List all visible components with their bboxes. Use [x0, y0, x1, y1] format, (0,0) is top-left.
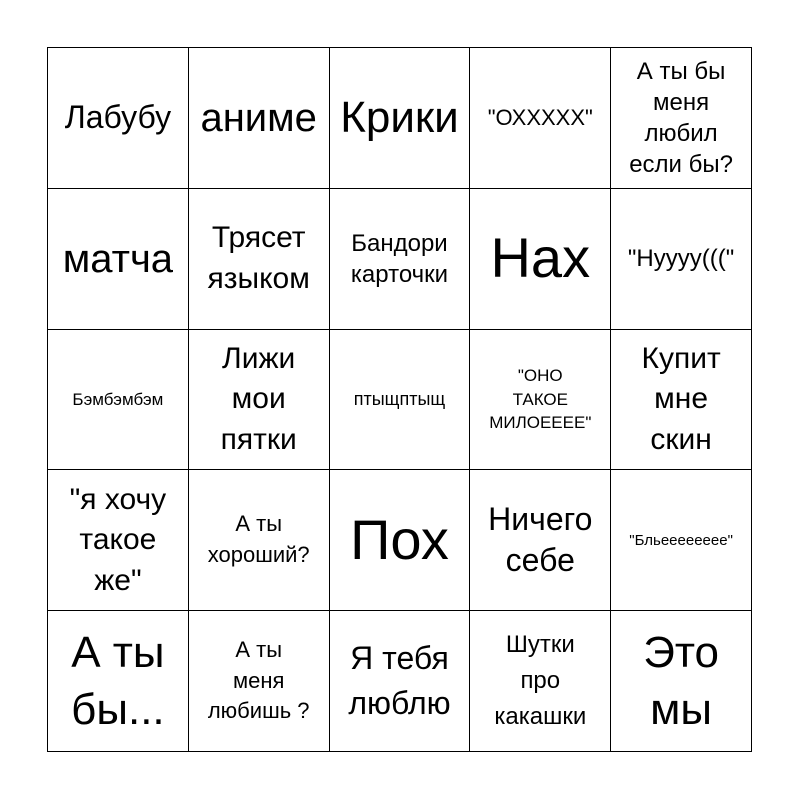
bingo-cell-text: Лижи мои пятки [220, 341, 297, 456]
bingo-cell-text: "ОХХХХХ" [487, 104, 593, 130]
bingo-cell[interactable] [48, 470, 189, 611]
bingo-cell-text: А ты бы меня любил если бы? [629, 57, 733, 179]
bingo-cell[interactable] [189, 611, 330, 752]
bingo-cell[interactable] [611, 470, 752, 611]
bingo-cell-text: "я хочу такое же" [69, 482, 167, 597]
bingo-cell-text: Это мы [643, 627, 719, 735]
bingo-cell-text: А ты хороший? [207, 511, 310, 568]
bingo-cell[interactable] [189, 48, 330, 189]
bingo-cell[interactable] [611, 611, 752, 752]
bingo-cell-text: "Нуууу(((" [627, 245, 735, 273]
bingo-cell[interactable] [611, 48, 752, 189]
bingo-cell-text: Бандори карточки [350, 229, 449, 288]
bingo-cell-text: Лабубу [64, 99, 172, 136]
bingo-cell-text: Трясет языком [207, 221, 310, 295]
bingo-cell[interactable] [189, 470, 330, 611]
bingo-cell[interactable] [611, 330, 752, 471]
bingo-cell-text: А ты меня любишь ? [207, 636, 310, 724]
bingo-cell[interactable] [48, 330, 189, 471]
bingo-cell-text: матча [62, 236, 174, 281]
bingo-cell[interactable] [470, 330, 611, 471]
bingo-cell[interactable] [330, 330, 471, 471]
bingo-cell-text: Пох [350, 507, 449, 571]
bingo-cell-text: Нах [490, 226, 591, 290]
bingo-cell-text: "ОНО ТАКОЕ МИЛОЕЕЕЕ" [489, 365, 592, 433]
bingo-cell-text: Ничего себе [488, 500, 593, 579]
bingo-cell[interactable] [189, 189, 330, 330]
bingo-cell[interactable] [330, 611, 471, 752]
bingo-cell-text: Бэмбэмбэм [72, 389, 164, 409]
bingo-cell-text: Я тебя люблю [348, 640, 451, 722]
bingo-cell[interactable] [48, 189, 189, 330]
bingo-cell[interactable] [48, 48, 189, 189]
bingo-cell-text: аниме [200, 95, 317, 140]
bingo-cell[interactable] [470, 470, 611, 611]
bingo-cell-text: "Бльееееееее" [629, 531, 733, 549]
bingo-cell[interactable] [470, 611, 611, 752]
bingo-cell-text: А ты бы... [71, 627, 165, 735]
bingo-cell[interactable] [611, 189, 752, 330]
bingo-cell-text: птыщптыщ [353, 388, 446, 409]
bingo-cell-text: Купит мне скин [641, 341, 721, 456]
bingo-cell[interactable] [470, 189, 611, 330]
bingo-cell[interactable] [189, 330, 330, 471]
bingo-cell-text: Крики [340, 92, 459, 142]
bingo-board [47, 47, 752, 752]
bingo-cell[interactable] [330, 470, 471, 611]
bingo-cell[interactable] [330, 48, 471, 189]
bingo-cell[interactable] [48, 611, 189, 752]
bingo-cell[interactable] [330, 189, 471, 330]
bingo-cell-text: Шутки про какашки [494, 631, 587, 731]
bingo-cell[interactable] [470, 48, 611, 189]
